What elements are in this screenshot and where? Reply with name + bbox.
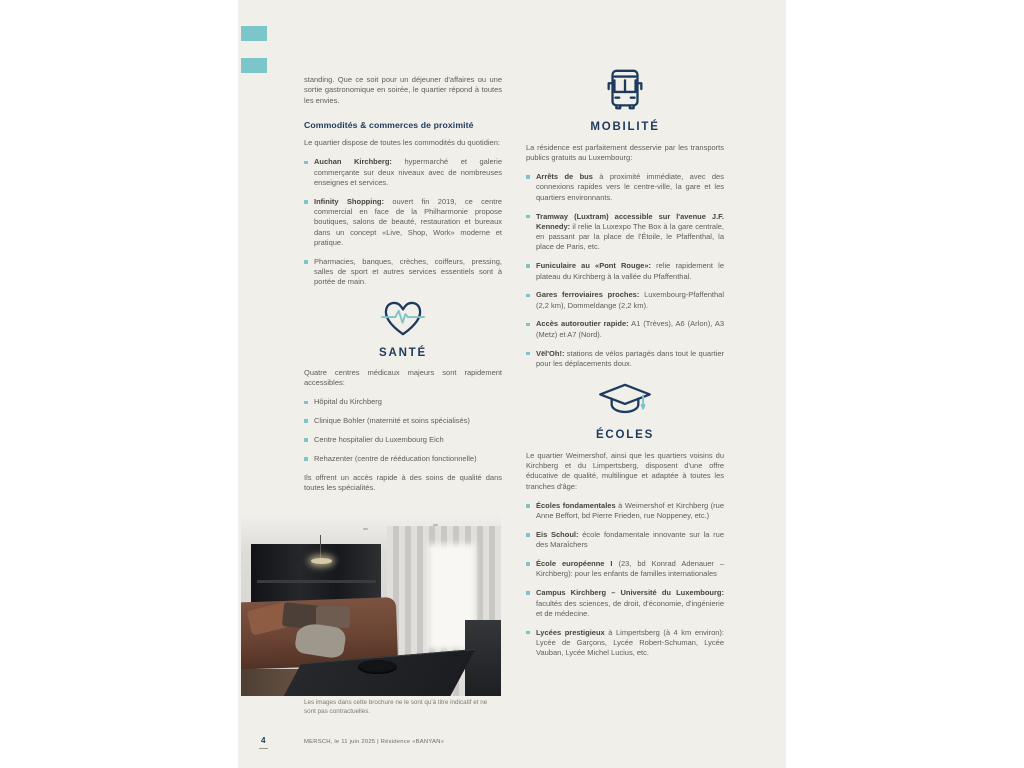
bullet-text: à Weimershof et Kirchberg (rue Anne Beffort, bd Pierre Frieden, rue Noppeney, etc.) xyxy=(536,500,724,521)
mobilite-icon-wrap xyxy=(526,66,724,117)
bullet-text: ouvert fin 2019, ce centre commercial en face de la Philharmonie propose boutiques, salons de beauté, restauration et bureaux dans un concept «Live, Shop, Work» moderne et pratique. xyxy=(314,196,502,248)
intro-paragraph: standing. Que ce soit pour un déjeuner d'affaires ou une sortie gastronomique en soirée, le quartier répond à toutes les envies. xyxy=(304,75,502,105)
list-item xyxy=(304,257,502,288)
bullet-text: il relie la Luxexpo The Box à la gare centrale, en passant par la place de l'Étoile, le Pfaffenthal, la place de Paris, etc. xyxy=(536,221,724,252)
page-number: 4 xyxy=(259,736,268,749)
bullet-text: hypermarché et galerie commerçante sur deux niveaux avec de nombreuses enseignes et services. xyxy=(314,157,502,188)
sante-outro: Ils offrent un accès rapide à des soins de qualité dans toutes les spécialités. xyxy=(304,472,502,492)
list-item xyxy=(526,559,724,580)
mobilite-heading: MOBILITÉ xyxy=(590,121,660,134)
bullet-bold: Accès autoroutier rapide: xyxy=(536,319,629,329)
photo-pendant-cord xyxy=(320,535,321,559)
sante-heading: SANTÉ xyxy=(379,346,427,359)
bullet-text: Luxembourg-Pfaffenthal (2,2 km), Dommeldange (2,2 km). xyxy=(536,290,725,310)
bullet-text: Pharmacies, banques, crèches, coiffeurs, pressing, salles de sport et autres services essentiels sont à portée de main. xyxy=(314,256,502,287)
bullet-text: stations de vélos partagés dans tout le quartier pour les déplacements doux. xyxy=(536,348,724,368)
commodites-lead: Le quartier dispose de toutes les commodités du quotidien: xyxy=(304,138,500,148)
brochure-page xyxy=(238,0,786,768)
bullet-bold: École européenne I xyxy=(536,559,613,569)
bullet-bold: Vël'Oh!: xyxy=(536,348,565,358)
bullet-bold: Tramway (Luxtram) accessible sur l'avenue J.F. Kennedy: xyxy=(536,211,724,231)
commodites-heading: Commodités & commerces de proximité xyxy=(304,119,474,130)
bullet-bold: Gares ferroviaires proches: xyxy=(536,290,640,300)
page-corner-mark xyxy=(241,58,267,73)
sante-lead: Quatre centres médicaux majeurs sont rapidement accessibles: xyxy=(304,367,502,388)
photo-ceiling-spot xyxy=(363,528,368,530)
sante-icon-wrap xyxy=(304,296,502,342)
bullet-text: Clinique Bohler (maternité et soins spécialisés) xyxy=(314,416,470,426)
bullet-text: à proximité immédiate, avec des connexions rapides vers le centre-ville, la gare et les quartiers environnants. xyxy=(536,172,724,202)
list-item xyxy=(304,197,502,248)
list-item xyxy=(304,157,502,188)
photo-disclaimer-caption: Les images dans cette brochure ne le sont qu'à titre indicatif et ne sont pas contractuelles. xyxy=(304,699,488,715)
bullet-text: A1 (Trèves), A6 (Arlon), A3 (Metz) et A7 (Nord). xyxy=(536,319,724,339)
list-item xyxy=(526,501,724,522)
graduation-cap-icon xyxy=(596,382,654,422)
living-room-photo xyxy=(241,515,501,696)
list-item xyxy=(526,530,724,551)
heart-pulse-icon xyxy=(380,296,426,339)
list-item xyxy=(304,454,502,464)
bullet-bold: Eis Schoul: xyxy=(536,530,579,540)
bus-icon xyxy=(601,66,649,114)
ecoles-icon-wrap xyxy=(526,382,724,425)
bullet-text: Rehazenter (centre de rééducation fonctionnelle) xyxy=(314,453,477,463)
list-item xyxy=(526,212,724,253)
list-item xyxy=(526,349,724,370)
bullet-bold: Lycées prestigieux xyxy=(536,627,605,637)
bullet-text: (23, bd Konrad Adenauer – Kirchberg): pour les enfants de familles internationales xyxy=(536,559,724,579)
photo-pendant-lamp xyxy=(311,558,332,564)
list-item xyxy=(304,416,502,426)
commodites-list xyxy=(304,157,502,287)
list-item xyxy=(526,261,724,282)
list-item xyxy=(526,588,724,619)
bullet-bold: Écoles fondamentales xyxy=(536,500,616,510)
list-item xyxy=(526,628,724,659)
bullet-bold: Funiculaire au «Pont Rouge»: xyxy=(536,261,652,271)
ecoles-heading: ÉCOLES xyxy=(595,429,655,442)
bullet-bold: Infinity Shopping: xyxy=(314,196,384,206)
photo-shelf-line xyxy=(257,580,377,583)
bullet-text: Hôpital du Kirchberg xyxy=(314,397,382,407)
list-item xyxy=(526,172,724,203)
list-item xyxy=(526,290,724,311)
bullet-text: facultés des sciences, de droit, d'économie, d'ingénierie et de médecine. xyxy=(536,598,724,618)
ecoles-lead: Le quartier Weimershof, ainsi que les quartiers voisins du Kirchberg et du Limpertsberg, disposent d'une offre éducative de qualité, multilingue et adaptée à toutes les tranches d'âge: xyxy=(526,450,724,491)
bullet-bold: Auchan Kirchberg: xyxy=(314,157,392,167)
footer-text: MERSCH, le 11 juin 2025 | Résidence «BANYAN» xyxy=(304,739,445,745)
bullet-text: à Limpertsberg (à 4 km environ): Lycée de Garçons, Lycée Robert-Schuman, Lycée Vauban, Lycée Michel Lucius, etc. xyxy=(536,627,724,658)
left-column xyxy=(304,0,502,502)
bullet-text: école fondamentale innovante sur la rue des Maraîchers xyxy=(536,530,724,550)
sante-list xyxy=(304,397,502,464)
mobilite-lead: La résidence est parfaitement desservie par les transports publics gratuits au Luxembourg: xyxy=(526,142,724,162)
list-item xyxy=(526,319,724,340)
page-corner-mark xyxy=(241,26,267,41)
bullet-text: Centre hospitalier du Luxembourg Eich xyxy=(314,435,444,445)
bullet-text: relie rapidement le plateau du Kirchberg à la vallée du Pfaffenthal. xyxy=(536,261,724,281)
list-item xyxy=(304,397,502,407)
ecoles-list xyxy=(526,501,724,659)
right-column xyxy=(526,0,724,667)
mobilite-list xyxy=(526,172,724,369)
bullet-bold: Arrêts de bus xyxy=(536,172,593,182)
list-item xyxy=(304,435,502,445)
bullet-bold: Campus Kirchberg – Université du Luxembourg: xyxy=(536,588,724,598)
